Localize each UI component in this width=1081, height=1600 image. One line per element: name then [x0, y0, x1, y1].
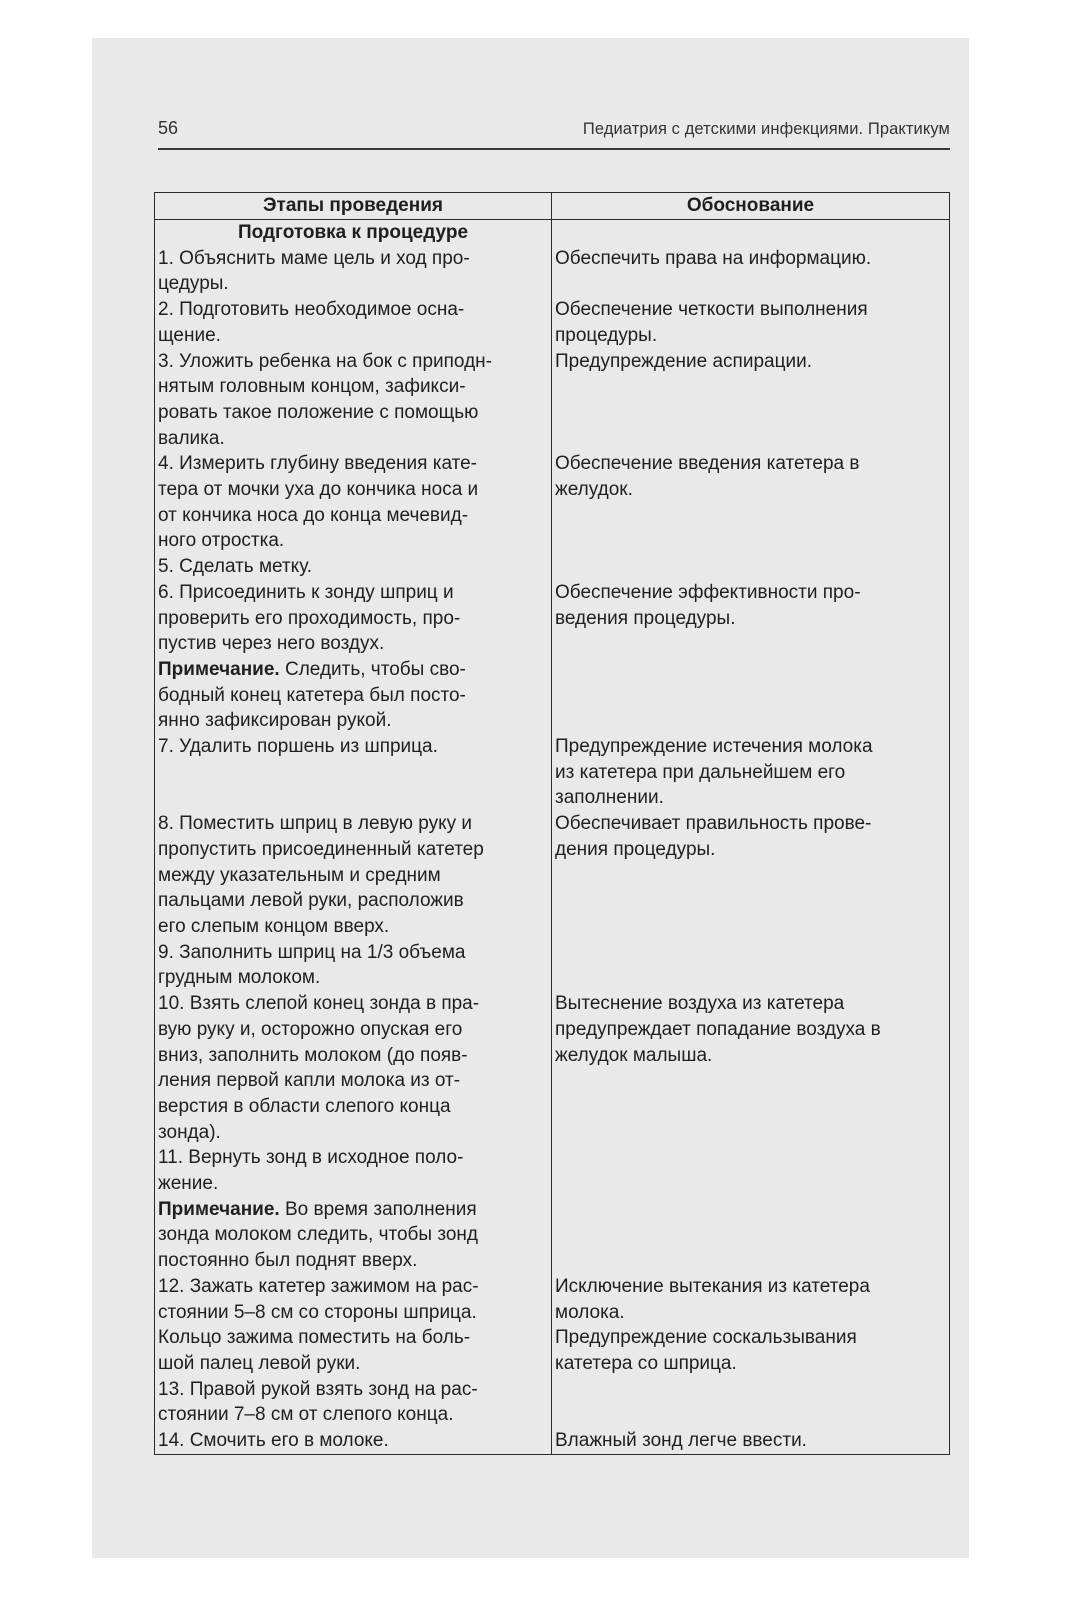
reason-line: ведения процедуры. [555, 607, 736, 629]
note-text: зонда молоком следить, чтобы зонд [158, 1224, 479, 1246]
table-row [155, 811, 950, 940]
note-line [158, 1248, 548, 1274]
reason-cell [552, 580, 950, 734]
step-line: от кончика носа до конца мечевид- [158, 504, 469, 526]
step-line: цедуры. [158, 273, 229, 295]
step-cell [155, 1145, 552, 1274]
procedure-table [154, 192, 950, 1455]
table-row [155, 734, 950, 811]
reason-cell [552, 349, 950, 452]
step-cell [155, 1428, 552, 1454]
table-row [155, 297, 950, 348]
step-line: между указательным и средним [158, 864, 441, 886]
step-line: щение. [158, 324, 221, 346]
step-cell [155, 991, 552, 1145]
reason-line: из катетера при дальнейшем его [555, 761, 846, 783]
step-cell [155, 734, 552, 811]
step-line: 11. Вернуть зонд в исходное поло- [158, 1147, 464, 1169]
column-header-reason: Обоснование [552, 193, 950, 220]
reason-cell [552, 1274, 950, 1325]
reason-line: желудок. [555, 479, 633, 501]
step-line: стоянии 7–8 см от слепого конца. [158, 1404, 454, 1426]
step-cell [155, 1377, 552, 1428]
step-line: 4. Измерить глубину введения кате- [158, 453, 477, 475]
reason-cell [552, 940, 950, 991]
note-text: Во время заполнения [284, 1198, 477, 1220]
table-row [155, 991, 950, 1145]
step-line: пустив через него воздух. [158, 633, 385, 655]
note-text: янно зафиксирован рукой. [158, 710, 392, 732]
book-page [92, 38, 969, 1558]
column-header-steps: Этапы проведения [155, 193, 552, 220]
step-cell [155, 580, 552, 734]
step-line: Кольцо зажима поместить на боль- [158, 1327, 471, 1349]
reason-line: предупреждает попадание воздуха в [555, 1018, 881, 1040]
table-row [155, 246, 950, 297]
step-line: 7. Удалить поршень из шприца. [158, 736, 438, 758]
table-row [155, 580, 950, 734]
table-row [155, 349, 950, 452]
reason-line: Предупреждение аспирации. [555, 350, 812, 372]
step-line: шой палец левой руки. [158, 1352, 361, 1374]
reason-line: Обеспечивает правильность прове- [555, 813, 872, 835]
section-title: Подготовка к процедуре [237, 222, 469, 243]
step-line: 9. Заполнить шприц на 1/3 объема [158, 941, 466, 963]
note-text: Следить, чтобы сво- [284, 658, 466, 680]
note-label: Примечание. [158, 1198, 280, 1220]
table-header-row [155, 193, 950, 220]
step-line: вую руку и, осторожно опуская его [158, 1018, 463, 1040]
table-row [155, 554, 950, 580]
step-line: ровать такое положение с помощью [158, 401, 479, 423]
reason-line: Влажный зонд легче ввести. [555, 1430, 807, 1452]
step-cell [155, 297, 552, 348]
reason-cell [552, 1325, 950, 1376]
reason-line: Предупреждение соскальзывания [555, 1327, 857, 1349]
section-row [155, 220, 950, 246]
table-row [155, 940, 950, 991]
step-line: стоянии 5–8 см со стороны шприца. [158, 1301, 477, 1323]
step-line: тера от мочки уха до кончика носа и [158, 479, 479, 501]
table-row [155, 451, 950, 554]
reason-cell [552, 1145, 950, 1274]
reason-line: Обеспечение введения катетера в [555, 453, 860, 475]
reason-cell [552, 246, 950, 297]
step-line: проверить его проходимость, про- [158, 607, 461, 629]
step-cell [155, 811, 552, 940]
step-cell [155, 1325, 552, 1376]
note-line [158, 1197, 548, 1223]
step-cell [155, 246, 552, 297]
step-line [158, 760, 548, 786]
reason-line: Обеспечить права на информацию. [555, 247, 872, 269]
table-row [155, 1377, 950, 1428]
reason-line: Предупреждение истечения молока [555, 736, 873, 758]
step-line: жение. [158, 1173, 219, 1195]
step-cell [155, 1274, 552, 1325]
note-text: бодный конец катетера был посто- [158, 684, 466, 706]
note-text: постоянно был поднят вверх. [158, 1250, 418, 1272]
step-line: пропустить присоединенный катетер [158, 838, 484, 860]
step-line: валика. [158, 427, 225, 449]
step-line: 13. Правой рукой взять зонд на рас- [158, 1378, 478, 1400]
note-label: Примечание. [158, 658, 280, 680]
step-cell [155, 451, 552, 554]
table-body [155, 220, 950, 1455]
reason-line: катетера со шприца. [555, 1352, 737, 1374]
step-line: 5. Сделать метку. [158, 556, 313, 578]
reason-line: Обеспечение эффективности про- [555, 581, 861, 603]
step-line: грудным молоком. [158, 967, 321, 989]
reason-cell [552, 451, 950, 554]
table-row [155, 1274, 950, 1325]
step-cell [155, 554, 552, 580]
step-line: 8. Поместить шприц в левую руку и [158, 813, 473, 835]
note-line [158, 1222, 548, 1248]
table-row [155, 1325, 950, 1376]
step-line: 12. Зажать катетер зажимом на рас- [158, 1275, 479, 1297]
reason-cell [552, 1377, 950, 1428]
step-line: ления первой капли молока из от- [158, 1070, 461, 1092]
step-line: 10. Взять слепой конец зонда в пра- [158, 993, 480, 1015]
reason-line: Исключение вытекания из катетера [555, 1275, 870, 1297]
page-header [158, 118, 950, 150]
running-title: Педиатрия с детскими инфекциями. Практикум [582, 120, 950, 138]
reason-line: заполнении. [555, 787, 664, 809]
table-row [155, 1145, 950, 1274]
page-number: 56 [158, 118, 179, 138]
reason-line: процедуры. [555, 324, 658, 346]
reason-line: дения процедуры. [555, 838, 716, 860]
reason-cell [552, 554, 950, 580]
step-line: его слепым концом вверх. [158, 915, 390, 937]
step-cell [155, 349, 552, 452]
step-line: нятым головным концом, зафикси- [158, 376, 466, 398]
note-line [158, 683, 548, 709]
note-line [158, 657, 548, 683]
reason-cell [552, 1428, 950, 1454]
step-line: вниз, заполнить молоком (до появ- [158, 1044, 468, 1066]
step-line: зонда). [158, 1121, 221, 1143]
step-line: пальцами левой руки, расположив [158, 890, 464, 912]
reason-line: молока. [555, 1301, 625, 1323]
step-line: 1. Объяснить маме цель и ход про- [158, 247, 470, 269]
step-line: верстия в области слепого конца [158, 1095, 451, 1117]
step-line [158, 785, 548, 811]
reason-cell [552, 734, 950, 811]
step-line: 6. Присоединить к зонду шприц и [158, 581, 454, 603]
reason-cell [552, 991, 950, 1145]
step-line: 2. Подготовить необходимое осна- [158, 299, 465, 321]
reason-cell [552, 811, 950, 940]
step-cell [155, 940, 552, 991]
reason-line: Обеспечение четкости выполнения [555, 299, 868, 321]
reason-line: Вытеснение воздуха из катетера [555, 993, 845, 1015]
note-line [158, 708, 548, 734]
step-line: 14. Смочить его в молоке. [158, 1430, 389, 1452]
reason-cell [552, 297, 950, 348]
table-row [155, 1428, 950, 1454]
step-line: 3. Уложить ребенка на бок с приподн- [158, 350, 492, 372]
reason-line: желудок малыша. [555, 1044, 713, 1066]
step-line: ного отростка. [158, 530, 285, 552]
